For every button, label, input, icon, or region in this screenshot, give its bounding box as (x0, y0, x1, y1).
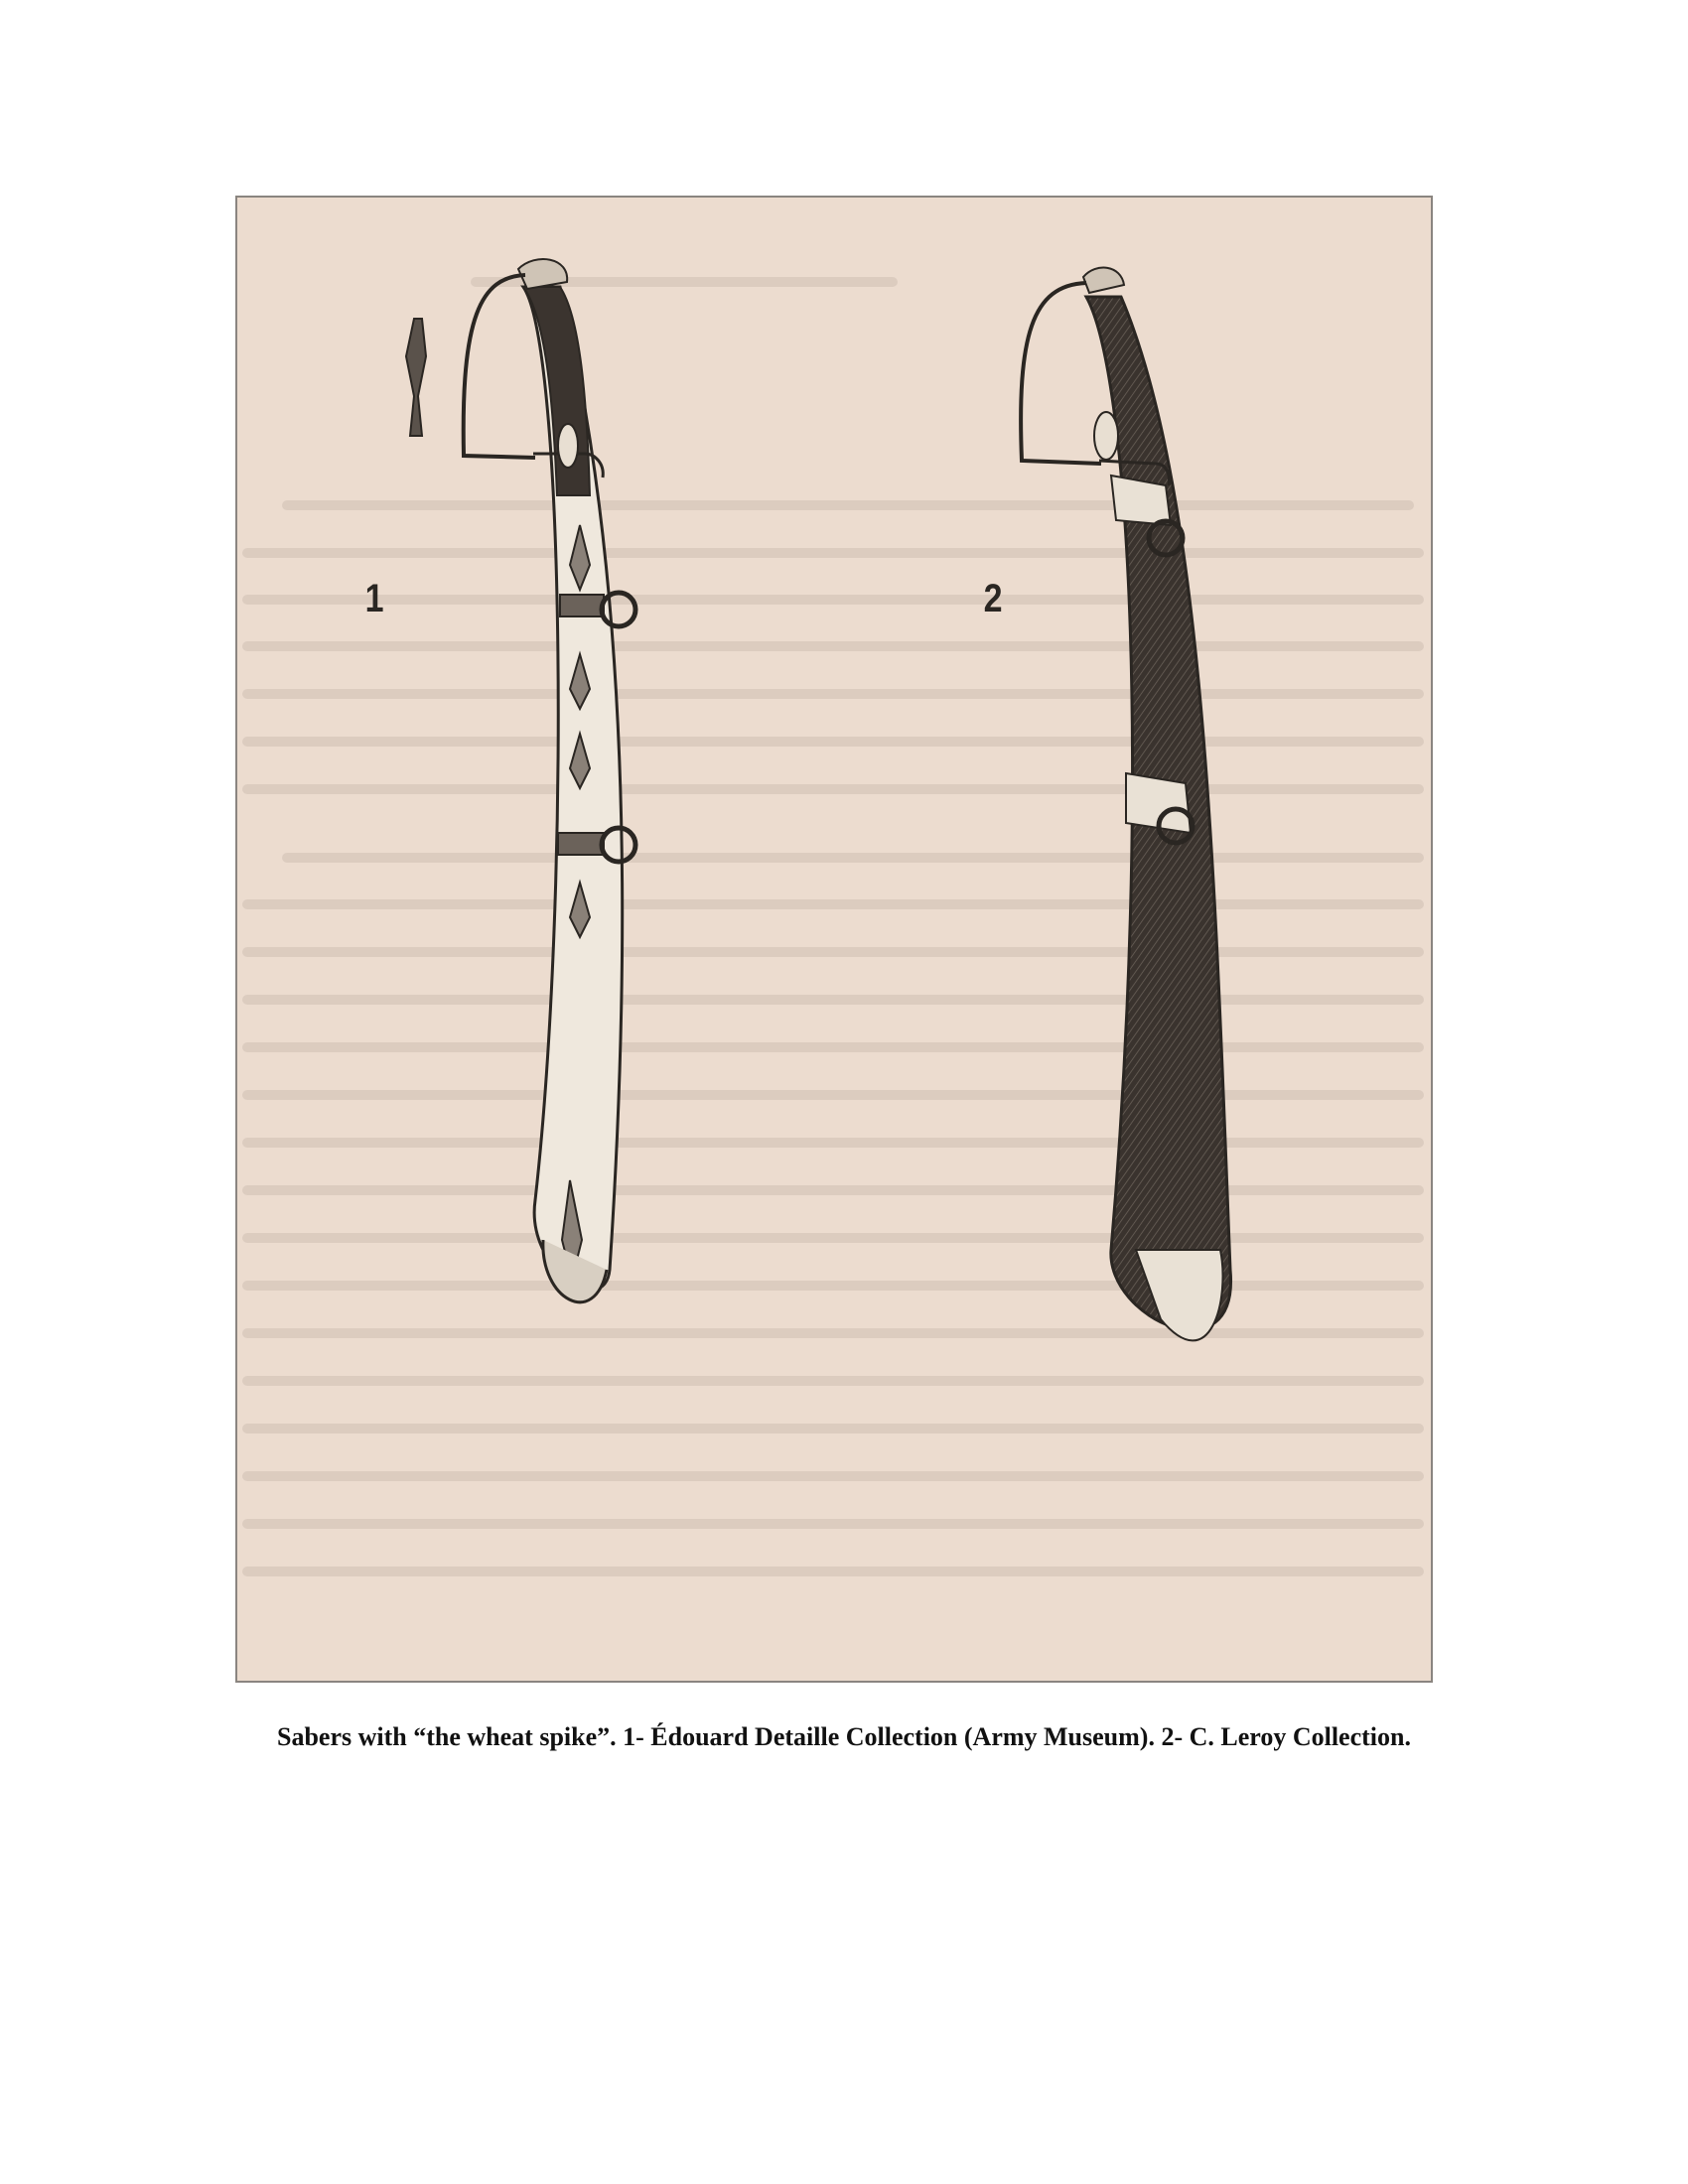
saber-illustration (237, 198, 1433, 1683)
figure-label-2: 2 (983, 577, 1003, 620)
figure-label-1: 1 (364, 577, 384, 620)
figure-caption: Sabers with “the wheat spike”. 1- Édouard Detaille Collection (Army Museum). 2- C. Leroy Collection. (277, 1722, 1411, 1751)
saber-2 (1021, 268, 1230, 1341)
bleed-through-text (247, 282, 1419, 1571)
engraving-plate (235, 196, 1433, 1683)
